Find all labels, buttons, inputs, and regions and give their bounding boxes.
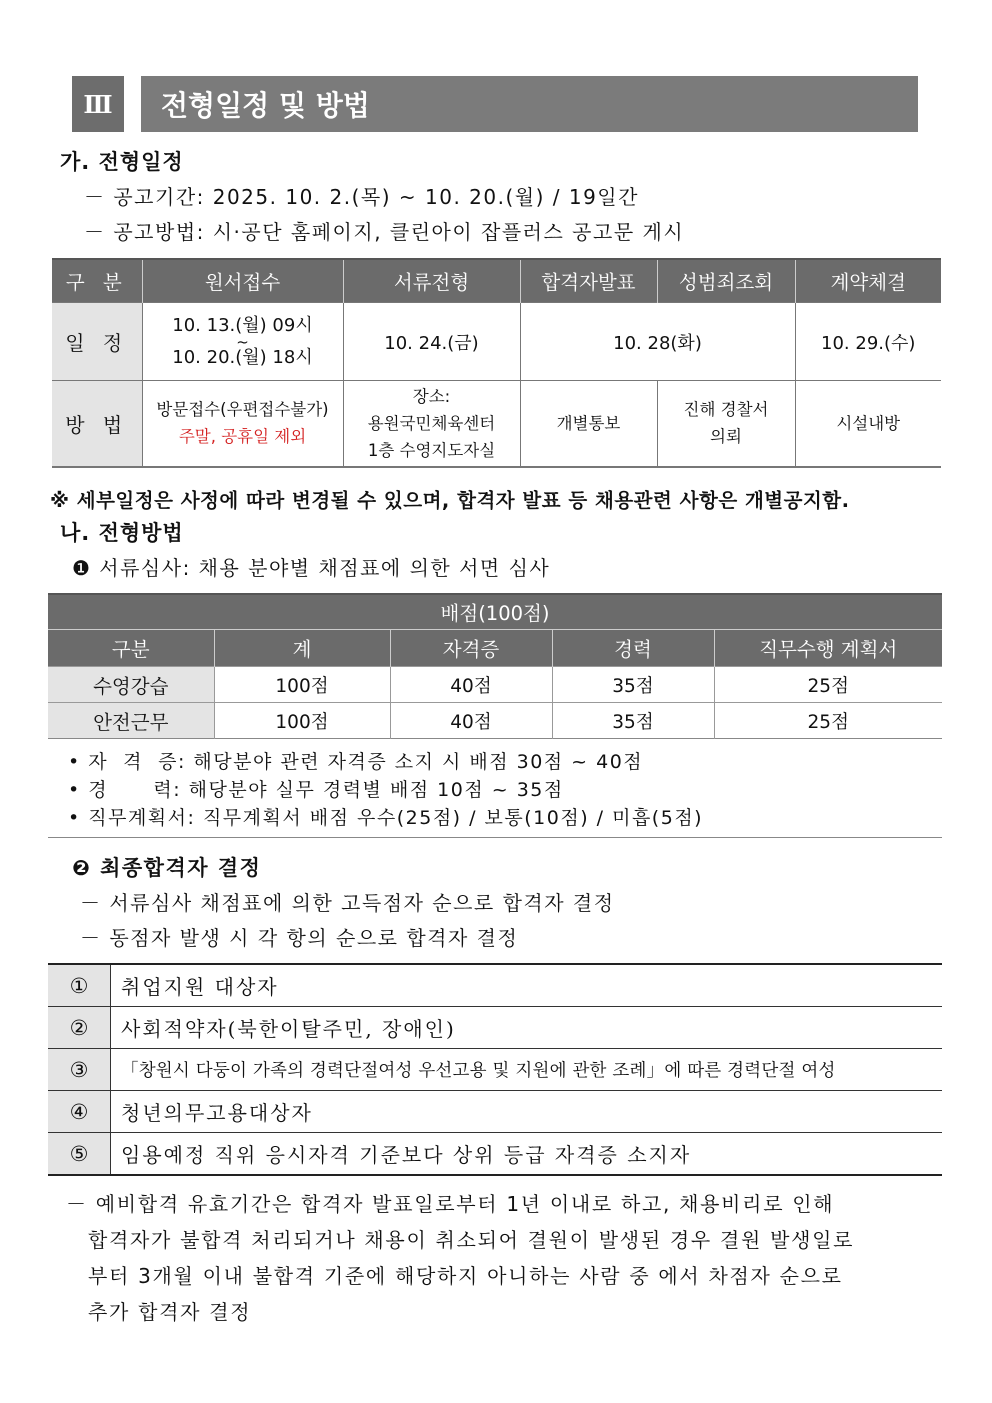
schedule-document-date: 10. 24.(금) [343,303,520,381]
schedule-table [52,258,941,468]
schedule-announce-date: 10. 28(화) [520,303,795,381]
schedule-contract-date: 10. 29.(수) [795,303,941,381]
table-row [48,667,942,703]
priority-text: 「창원시 다둥이 가족의 경력단절여성 우선고용 및 지원에 관한 조례」에 따른 경력단절 여성 [111,1049,943,1091]
score-header-total: 계 [214,630,390,667]
reserve-paragraph-line2: 합격자가 불합격 처리되거나 채용이 취소되어 결원이 발생된 경우 결원 발생일로 [88,1228,855,1252]
schedule-header-contract: 계약체결 [795,259,941,303]
crime-check-line1: 진해 경찰서 [683,400,769,420]
method-heading: 나. 전형방법 [60,521,184,545]
score-bullet-career: • 경 력: 해당분야 실무 경력별 배점 10점 ~ 35점 [68,779,564,801]
final-decision-heading: ❷ 최종합격자 결정 [72,856,262,880]
priority-number: ④ [48,1091,111,1133]
reserve-paragraph-line3: 부터 3개월 이내 불합격 기준에 해당하지 아니하는 사람 중 에서 차점자 순으로 [88,1264,843,1288]
section-title: 전형일정 및 방법 [141,76,918,132]
priority-number: ② [48,1007,111,1049]
score-license: 40점 [390,703,552,739]
schedule-header-apply: 원서접수 [142,259,343,303]
priority-number: ⑤ [48,1133,111,1176]
schedule-crime-check-method [657,381,795,467]
schedule-header-announce: 합격자발표 [520,259,657,303]
priority-number: ① [48,964,111,1007]
priority-text: 사회적약자(북한이탈주민, 장애인) [111,1007,943,1049]
table-row [48,1007,942,1049]
schedule-line-period: － 공고기간: 2025. 10. 2.(목) ~ 10. 20.(월) / 19일간 [84,185,639,209]
doc-place-label: 장소: [412,386,451,406]
schedule-apply-dates [142,303,343,381]
priority-text: 청년의무고용대상자 [111,1091,943,1133]
apply-end: 10. 20.(월) 18시 [172,346,313,368]
table-row [48,1133,942,1176]
score-career: 35점 [552,703,714,739]
score-license: 40점 [390,667,552,703]
schedule-heading: 가. 전형일정 [60,150,184,174]
section-number: Ⅲ [72,76,124,132]
score-plan: 25점 [714,667,942,703]
score-row-label: 수영강습 [48,667,214,703]
score-total: 100점 [214,667,390,703]
score-career: 35점 [552,667,714,703]
schedule-header-crime-check: 성범죄조회 [657,259,795,303]
score-table [48,593,942,739]
tiebreak-priority-table [48,963,942,1176]
doc-place-room: 1층 수영지도자실 [367,440,496,460]
schedule-line-method: － 공고방법: 시·공단 홈페이지, 클린아이 잡플러스 공고문 게시 [84,220,685,244]
priority-text: 임용예정 직위 응시자격 기준보다 상위 등급 자격증 소지자 [111,1133,943,1176]
schedule-row-method-head: 방 법 [52,381,142,467]
doc-place-name: 용원국민체육센터 [367,413,496,433]
priority-number: ③ [48,1049,111,1091]
table-row [48,1091,942,1133]
schedule-announce-method: 개별통보 [520,381,657,467]
score-bullet-license: • 자 격 증: 해당분야 관련 자격증 소지 시 배점 30점 ~ 40점 [68,751,644,773]
schedule-note: ※ 세부일정은 사정에 따라 변경될 수 있으며, 합격자 발표 등 채용관련 사항은 개별공지함. [50,489,850,512]
schedule-apply-method [142,381,343,467]
table-row [48,703,942,739]
divider [48,837,942,838]
score-header-category: 구분 [48,630,214,667]
priority-text: 취업지원 대상자 [111,964,943,1007]
final-decision-line2: － 동점자 발생 시 각 항의 순으로 합격자 결정 [80,926,519,950]
apply-tilde: ~ [236,332,249,351]
score-row-label: 안전근무 [48,703,214,739]
table-row [48,1049,942,1091]
method-document-review: ❶ 서류심사: 채용 분야별 채점표에 의한 서면 심사 [72,556,551,580]
score-plan: 25점 [714,703,942,739]
score-header-career: 경력 [552,630,714,667]
schedule-header-document: 서류전형 [343,259,520,303]
score-bullet-plan: • 직무계획서: 직무계획서 배점 우수(25점) / 보통(10점) / 미흡(5점) [68,807,704,829]
schedule-row-date-head: 일 정 [52,303,142,381]
schedule-document-place [343,381,520,467]
apply-start: 10. 13.(월) 09시 [172,314,313,336]
crime-check-line2: 의뢰 [710,427,742,447]
reserve-paragraph-line4: 추가 합격자 결정 [88,1300,252,1324]
score-total: 100점 [214,703,390,739]
score-header-license: 자격증 [390,630,552,667]
apply-method-note: 주말, 공휴일 제외 [178,427,307,447]
schedule-header-category: 구 분 [52,259,142,303]
schedule-contract-method: 시설내방 [795,381,941,467]
apply-method-text: 방문접수(우편접수불가) [156,400,329,420]
final-decision-line1: － 서류심사 채점표에 의한 고득점자 순으로 합격자 결정 [80,891,615,915]
score-table-title: 배점(100점) [48,594,942,630]
reserve-paragraph-line1: － 예비합격 유효기간은 합격자 발표일로부터 1년 이내로 하고, 채용비리로 인해 [66,1192,835,1216]
score-header-plan: 직무수행 계획서 [714,630,942,667]
table-row [48,964,942,1007]
